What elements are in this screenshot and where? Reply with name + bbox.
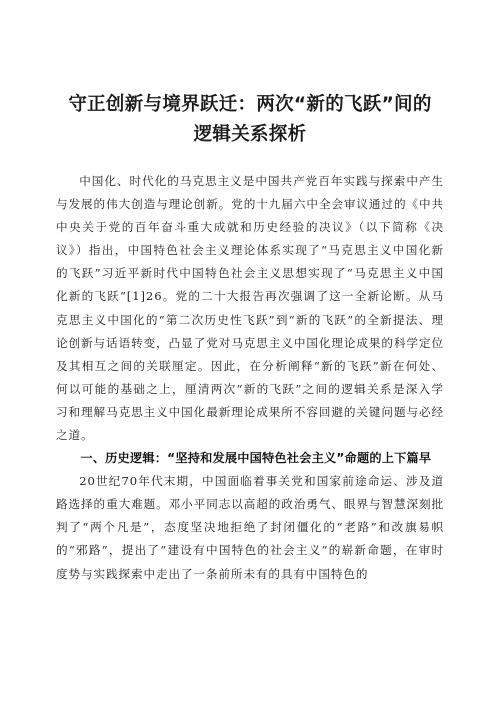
document-title: 守正创新与境界跃迁：两次“新的飞跃”间的逻辑关系探析 (68, 94, 432, 145)
section-heading: 一、历史逻辑：“坚持和发展中国特色社会主义”命题的上下篇早 (80, 451, 432, 466)
section-paragraph: 20世纪70年代末期，中国面临着事关党和国家前途命运、涉及道路选择的重大难题。邓小平同志以高超的政治勇气、眼界与智慧深刻批判了“两个凡是”，态度坚决地拒绝了封闭僵化的“老路”和改旗易帜的“邪路”，提出了“建设有中国特色的社会主义”的崭新命题，在审时度势与实践探索中走出了一条前所未有的具有中国特色的 (56, 474, 444, 581)
intro-paragraph: 中国化、时代化的马克思主义是中国共产党百年实践与探索中产生与发展的伟大创造与理论创新。党的十九届六中全会审议通过的《中共中央关于党的百年奋斗重大成就和历史经验的决议》（以下简称《决议》）指出，中国特色社会主义理论体系实现了“马克思主义中国化新的飞跃”习近平新时代中国特色社会主义思想实现了“马克思主义中国化新的飞跃”[1]26。党的二十大报告再次强调了这一全新论断。从马克思主义中国化的“第二次历史性飞跃”到“新的飞跃”的全新提法、理论创新与话语转变，凸显了党对马克思主义中国化理论成果的科学定位及其相互之间的关联厘定。因此，在分析阐释“新的飞跃”新在何处、何以可能的基础之上，厘清两次“新的飞跃”之间的逻辑关系是深入学习和理解马克思主义中国化最新理论成果所不容回避的关键问题与必经之道。 (56, 174, 444, 443)
